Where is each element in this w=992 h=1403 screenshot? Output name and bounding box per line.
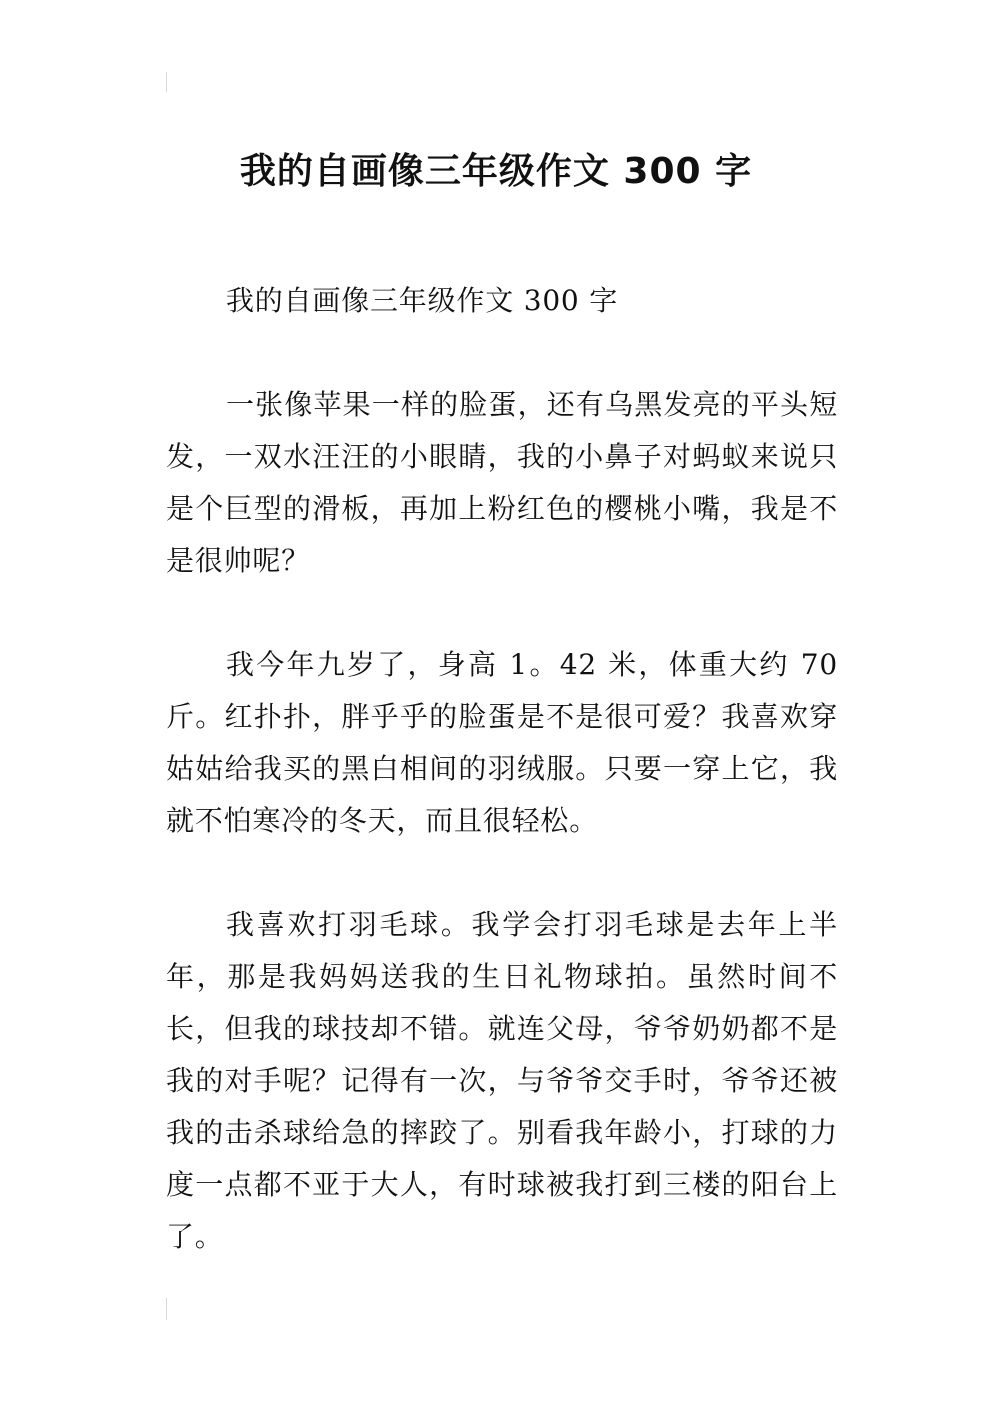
paragraph-2: 我今年九岁了，身高 1。42 米，体重大约 70 斤。红扑扑，胖乎乎的脸蛋是不是很可爱？我喜欢穿姑姑给我买的黑白相间的羽绒服。只要一穿上它，我就不怕寒冷的冬天，而且很轻松。 — [166, 648, 838, 837]
paragraph-1: 一张像苹果一样的脸蛋，还有乌黑发亮的平头短发，一双水汪汪的小眼睛，我的小鼻子对蚂蚁来说只是个巨型的滑板，再加上粉红色的樱桃小嘴，我是不是很帅呢？ — [166, 388, 838, 577]
document-body — [166, 275, 838, 1263]
page-corner-mark-bottom — [166, 1298, 167, 1320]
document-title: 我的自画像三年级作文 300 字 — [239, 151, 753, 193]
page-corner-mark-top — [166, 72, 167, 92]
paragraph-3: 我喜欢打羽毛球。我学会打羽毛球是去年上半年，那是我妈妈送我的生日礼物球拍。虽然时间不长，但我的球技却不错。就连父母，爷爷奶奶都不是我的对手呢？记得有一次，与爷爷交手时，爷爷还被我的击杀球给急的摔跤了。别看我年龄小，打球的力度一点都不亚于大人，有时球被我打到三楼的阳台上了。 — [166, 908, 838, 1253]
document-subtitle: 我的自画像三年级作文 300 字 — [226, 284, 619, 317]
